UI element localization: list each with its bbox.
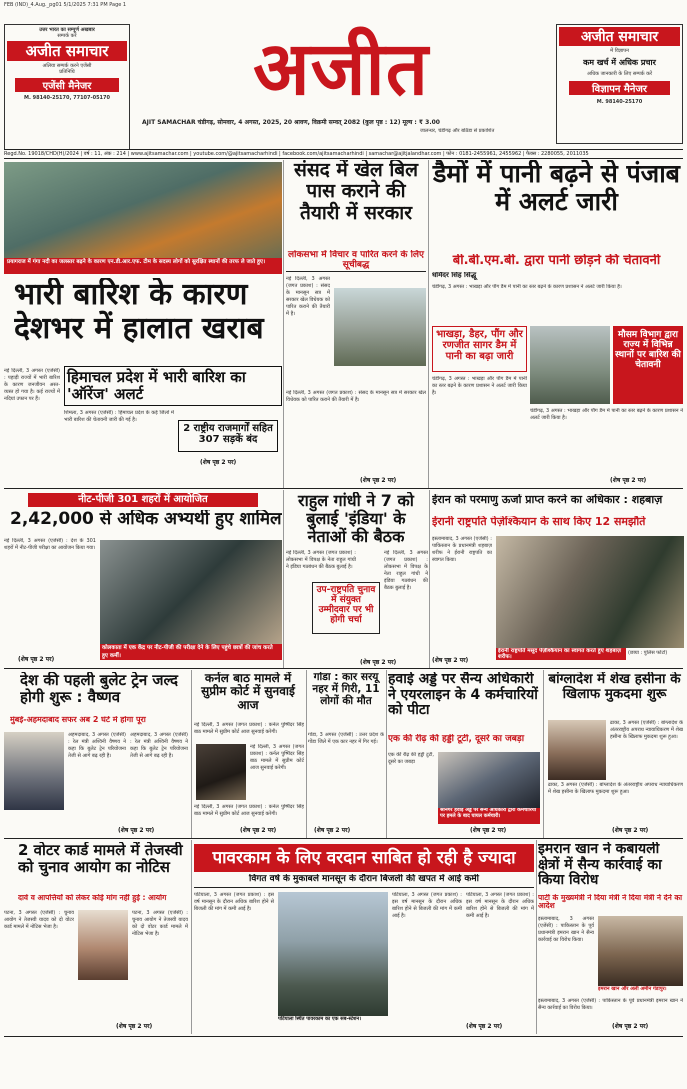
- powercom-deck: विगत वर्ष के मुकाबले मानसून के दौरान बिजली की खपत में आई कमी: [194, 874, 534, 888]
- neet-photo: [100, 540, 282, 644]
- left-ad-brand: अजीत समाचार: [7, 41, 127, 61]
- flood-headline: भारी बारिश के कारण देशभर में हालात खराब: [14, 278, 264, 346]
- dams-body: चंडीगढ़, 3 अगस्त : भाखड़ा और पौंग डैम में पानी का स्तर बढ़ने के कारण प्रशासन ने अलर्ट जारी किया है।: [432, 284, 622, 290]
- right-ad-line2: कम खर्च में अधिक प्रचार: [583, 58, 656, 67]
- right-ad-box: [556, 24, 683, 144]
- left-ad-box: [4, 24, 130, 150]
- flood-subheadline: हिमाचल प्रदेश में भारी बारिश का 'ऑरेंज' अलर्ट: [64, 366, 282, 406]
- bullet-headline: देश की पहली बुलेट ट्रेन जल्द होगी शुरू : वैष्णव: [20, 672, 178, 706]
- powercom-body-3: पटियाला, 3 अगस्त (जगत प्रकाश) : इस वर्ष मानसून के दौरान अधिक बारिश होने से बिजली की मांग में कमी आई है।: [466, 892, 534, 919]
- dams-byline: धर्मिंदर सिंह सिद्धू: [432, 272, 477, 279]
- left-ad-line2: सम्पर्क करें: [57, 33, 77, 39]
- parliament-continue: (शेष पृष्ठ 2 पर): [360, 477, 397, 484]
- registration-bar: Regd.No. 19018/CHD(H)/2024 | वर्ष : 11, अंक : 214 | www.ajitsamachar.com | youtube.com/@ajitsamacharhindi | facebook.com/ajitsamacharhindi | samachar@ajitjalandhar.com | फोन : 0181-2455961, 2455962 | फैक्स : 2280055, 2011035: [4, 149, 683, 159]
- neet-caption: कोलकाता में एक केंद्र पर नीट-पीजी की परीक्षा देने के लिए पहुंचे छात्रों की जांच करते हुए कर्मी।: [100, 644, 282, 660]
- neet-bar: नीट-पीजी 301 शहरों में आयोजित: [28, 493, 258, 507]
- powercom-body: पटियाला, 3 अगस्त (जगत प्रकाश) : इस वर्ष मानसून के दौरान अधिक बारिश होने से बिजली की मांग में कमी आई है।: [194, 892, 274, 912]
- left-ad-line3: अलिया सम्पर्क करने एजेंसी: [42, 63, 92, 69]
- powercom-caption: पटियाला स्थित पावरकाम का एक सब-स्टेशन।: [278, 1016, 362, 1022]
- flood-subbody: शिमला, 3 अगस्त (एजेंसी) : हिमाचल प्रदेश के कई जिलों में भारी बारिश की चेतावनी जारी की गई है।: [64, 410, 174, 423]
- flood-body: नई दिल्ली, 3 अगस्त (एजेंसी) : पहाड़ी राज्यों में भारी बारिश के कारण जनजीवन अस्त-व्यस्त हो गया है। कई राज्यों में नदियां उफान पर हैं।: [4, 368, 60, 402]
- airport-photo: [438, 752, 540, 808]
- gonda-headline: गोंडा : कार सरयू नहर में गिरी, 11 लोगों की मौत: [312, 672, 380, 707]
- imran-photo: [598, 916, 683, 986]
- karnal-body-2: नई दिल्ली, 3 अगस्त (जगत प्रकाश) : कर्नल पुष्पिंदर सिंह बाठ मामले में सुप्रीम कोर्ट आज सुनवाई करेगी।: [250, 744, 304, 771]
- rahul-continue: (शेष पृष्ठ 2 पर): [360, 659, 397, 666]
- rahul-body-2: नई दिल्ली, 3 अगस्त (जगत प्रकाश) : लोकसभा में विपक्ष के नेता राहुल गांधी ने इंडिया गठबंधन की बैठक बुलाई है।: [384, 550, 428, 591]
- imran-caption: इमरान खान और अली अमीन गंडापुर।: [598, 986, 667, 992]
- iran-deck: ईरानी राष्ट्रपति पेज़ेश्कियान के साथ किए 12 समझौते: [432, 516, 646, 528]
- dams-body-3: चंडीगढ़, 3 अगस्त : भाखड़ा और पौंग डैम में पानी का स्तर बढ़ने के कारण प्रशासन ने अलर्ट जारी किया है।: [530, 408, 683, 421]
- tejashwi-body-2: पटना, 3 अगस्त (एजेंसी) : चुनाव आयोग ने तेजस्वी यादव को दो वोटर कार्ड मामले में नोटिस भेजा है।: [132, 910, 188, 937]
- iran-headline: ईरान को परमाणु ऊर्जा प्राप्त करने का अधिकार : शहबाज़: [432, 494, 663, 506]
- right-ad-brand: अजीत समाचार: [559, 27, 680, 46]
- neet-continue: (शेष पृष्ठ 2 पर): [18, 656, 55, 663]
- tejashwi-continue: (शेष पृष्ठ 2 पर): [116, 1023, 153, 1030]
- bullet-body-2: अहमदाबाद, 3 अगस्त (एजेंसी) : रेल मंत्री अश्विनी वैष्णव ने कहा कि बुलेट ट्रेन परियोजना तेजी से आगे बढ़ रही है।: [130, 732, 188, 759]
- rahul-headline: राहुल गांधी ने 7 को बुलाई 'इंडिया' के नेताओं की बैठक: [298, 492, 414, 546]
- imran-headline: इमरान खान ने कबायली क्षेत्रों में सैन्य कार्रवाई का किया विरोध: [538, 842, 662, 889]
- karnal-body-3: नई दिल्ली, 3 अगस्त (जगत प्रकाश) : कर्नल पुष्पिंदर सिंह बाठ मामले में सुप्रीम कोर्ट आज सुनवाई करेगी।: [194, 804, 304, 817]
- tejashwi-deck: दावे व आपत्तियों को लेकर कोई मांग नहीं हुई : आयोग: [18, 894, 167, 902]
- dams-box-left: भाखड़ा, डैहर, पौंग और रणजीत सागर डैम में पानी का बढ़ा जारी: [432, 326, 527, 372]
- iran-body: इस्लामाबाद, 3 अगस्त (एजेंसी) : पाकिस्तान के प्रधानमंत्री शहबाज़ शरीफ ने ईरानी राष्ट्रपति का स्वागत किया।: [432, 536, 492, 563]
- dams-headline: डैमों में पानी बढ़ने से पंजाब में अलर्ट जारी: [433, 160, 680, 216]
- dams-box-right: मौसम विभाग द्वारा राज्य में विभिन्न स्थानों पर बारिश की चेतावनी: [613, 326, 683, 404]
- edition-subline: जालन्धर, चंडीगढ़ और बठिंडा से प्रकाशित: [420, 128, 495, 134]
- tejashwi-photo: [78, 910, 128, 980]
- dams-body-2: चंडीगढ़, 3 अगस्त : भाखड़ा और पौंग डैम में पानी का स्तर बढ़ने के कारण प्रशासन ने अलर्ट जारी किया है।: [432, 376, 527, 396]
- neet-body: नई दिल्ली, 3 अगस्त (एजेंसी) : देश के 301 शहरों में नीट-पीजी परीक्षा का आयोजन किया गया।: [4, 538, 96, 551]
- right-ad-line1: में विज्ञापन: [610, 48, 629, 54]
- left-ad-line1: उत्तर भारत का सम्पूर्ण अखबार: [39, 27, 95, 33]
- right-ad-phone: M. 98140-25170: [596, 99, 643, 105]
- edition-line: AJIT SAMACHAR चंडीगढ़, सोमवार, 4 अगस्त, 2025, 20 श्रावण, विक्रमी सम्वत् 2082 (कुल पृष्ठ : 12) मूल्य : ₹ 3.00: [142, 119, 440, 126]
- bangladesh-body-2: ढाका, 3 अगस्त (एजेंसी) : बांग्लादेश के अंतरराष्ट्रीय अपराध न्यायाधिकरण में शेख हसीना के खिलाफ मुकदमा शुरू हुआ।: [548, 782, 683, 795]
- left-ad-tag: एजेंसी मैनेजर: [15, 78, 119, 92]
- right-ad-tag: विज्ञापन मैनेजर: [569, 81, 670, 95]
- rahul-body: नई दिल्ली, 3 अगस्त (जगत प्रकाश) : लोकसभा में विपक्ष के नेता राहुल गांधी ने इंडिया गठबंधन की बैठक बुलाई है।: [286, 550, 356, 570]
- gavel-photo: [196, 744, 246, 800]
- imran-body: इस्लामाबाद, 3 अगस्त (एजेंसी) : पाकिस्तान के पूर्व प्रधानमंत्री इमरान खान ने सैन्य कार्रवाई का विरोध किया।: [538, 916, 594, 943]
- dams-deck: बी.बी.एम.बी. द्वारा पानी छोड़ने की चेतावनी: [452, 254, 661, 268]
- flood-continue: (शेष पृष्ठ 2 पर): [200, 459, 237, 466]
- powercom-body-2: पटियाला, 3 अगस्त (जगत प्रकाश) : इस वर्ष मानसून के दौरान अधिक बारिश होने से बिजली की मांग में कमी आई है।: [392, 892, 462, 919]
- airport-headline: हवाई अड्डे पर सैन्य अधिकारी ने एयरलाइन के 4 कर्मचारियों को पीटा: [388, 672, 538, 719]
- imran-deck: पार्टी के मुख्यमंत्री ने दिया मंत्री ने दिया मंत्री ने देने का आदेश: [538, 894, 683, 911]
- airport-continue: (शेष पृष्ठ 2 पर): [470, 827, 507, 834]
- tejashwi-body: पटना, 3 अगस्त (एजेंसी) : चुनाव आयोग ने तेजस्वी यादव को दो वोटर कार्ड मामले में नोटिस भेजा है।: [4, 910, 74, 930]
- airport-sub: एक की रीढ़ की हड्डी टूटी, दूसरे का जबड़ा: [388, 734, 525, 744]
- parliament-headline: संसद में खेल बिल पास कराने की तैयारी में सरकार: [293, 160, 419, 224]
- iran-caption: ईरानी राष्ट्रपति मसूद पेज़ेश्कियान का स्वागत करते हुए शहबाज़ शरीफ।: [496, 648, 626, 660]
- parliament-body-2: नई दिल्ली, 3 अगस्त (जगत प्रकाश) : संसद के मानसून सत्र में सरकार खेल विधेयक को पारित कराने की तैयारी में है।: [286, 390, 426, 403]
- powercom-headline: पावरकाम के लिए वरदान साबित हो रही है ज्यादा: [194, 844, 534, 872]
- bullet-body: अहमदाबाद, 3 अगस्त (एजेंसी) : रेल मंत्री अश्विनी वैष्णव ने कहा कि बुलेट ट्रेन परियोजना तेजी से आगे बढ़ रही है।: [68, 732, 126, 759]
- flood-caption: प्रयागराज में गंगा नदी का जलस्तर बढ़ने के कारण एन.डी.आर.एफ. टीम के सदस्य लोगों को सुरक्षित स्थानों की तरफ ले जाते हुए।: [4, 258, 282, 274]
- karnal-headline: कर्नल बाठ मामले में सुप्रीम कोर्ट में सुनवाई आज: [201, 672, 295, 712]
- karnal-body: नई दिल्ली, 3 अगस्त (जगत प्रकाश) : कर्नल पुष्पिंदर सिंह बाठ मामले में सुप्रीम कोर्ट आज सुनवाई करेगी।: [194, 722, 304, 735]
- rahul-subheadline: उप-राष्ट्रपति चुनाव में संयुक्त उम्मीदवार पर भी होगी चर्चा: [312, 582, 380, 634]
- flood-boxed: 2 राष्ट्रीय राजमार्गों सहित 307 सड़कें बंद: [178, 420, 278, 452]
- gonda-continue: (शेष पृष्ठ 2 पर): [314, 827, 351, 834]
- iran-credit: (छाया : पुलिस फोटो): [628, 650, 668, 656]
- powercom-continue: (शेष पृष्ठ 2 पर): [466, 1023, 503, 1030]
- vaishnaw-photo: [4, 732, 64, 810]
- left-ad-line4: प्रतिनिधि: [59, 69, 75, 75]
- airport-body: एक की रीढ़ की हड्डी टूटी, दूसरे का जबड़ा: [388, 752, 434, 765]
- scan-header: FEB (IND)_4.Aug._pg01 5/1/2025 7:31 PM Page 1: [4, 2, 127, 8]
- karnal-continue: (शेष पृष्ठ 2 पर): [240, 827, 277, 834]
- hasina-photo: [548, 720, 606, 780]
- neet-headline: 2,42,000 से अधिक अभ्यर्थी हुए शामिल: [10, 510, 282, 529]
- masthead-title: अजीत: [253, 26, 429, 112]
- powercom-photo: [278, 892, 388, 1016]
- imran-body-2: इस्लामाबाद, 3 अगस्त (एजेंसी) : पाकिस्तान के पूर्व प्रधानमंत्री इमरान खान ने सैन्य कार्रवाई का विरोध किया।: [538, 998, 683, 1011]
- airport-caption: श्रीनगर हवाई अड्डे पर सैन्य अधिकारी द्वारा कर्मचारियों पर हमले के बाद घायल कर्मचारी।: [438, 808, 540, 824]
- right-ad-line3: अधिक जानकारी के लिए सम्पर्क करें: [586, 71, 653, 77]
- iran-photo: [496, 536, 684, 648]
- flood-photo: [4, 162, 282, 258]
- bullet-deck: मुंबई-अहमदाबाद सफर अब 2 घंटे में होगा पूरा: [10, 716, 146, 724]
- bangladesh-continue: (शेष पृष्ठ 2 पर): [612, 827, 649, 834]
- parliament-body: नई दिल्ली, 3 अगस्त (जगत प्रकाश) : संसद के मानसून सत्र में सरकार खेल विधेयक को पारित कराने की तैयारी में है।: [286, 276, 330, 317]
- imran-continue: (शेष पृष्ठ 2 पर): [612, 1023, 649, 1030]
- tejashwi-headline: 2 वोटर कार्ड मामले में तेजस्वी को चुनाव आयोग का नोटिस: [18, 842, 183, 876]
- dams-continue: (शेष पृष्ठ 2 पर): [610, 477, 647, 484]
- gonda-body: गोंडा, 3 अगस्त (एजेंसी) : उत्तर प्रदेश के गोंडा जिले में एक कार नहर में गिर गई।: [308, 732, 384, 745]
- parliament-photo: [334, 288, 426, 366]
- bangladesh-headline: बांग्लादेश में शेख हसीना के खिलाफ मुकदमा शुरू: [548, 672, 681, 703]
- iran-continue: (शेष पृष्ठ 2 पर): [432, 657, 469, 664]
- dam-photo: [530, 326, 610, 404]
- parliament-deck: लोकसभा में विचार व पारित करने के लिए सूचीबद्ध: [286, 250, 426, 272]
- bullet-continue: (शेष पृष्ठ 2 पर): [118, 827, 155, 834]
- left-ad-phone: M. 98140-25170, 77107-05170: [24, 95, 110, 101]
- bangladesh-body: ढाका, 3 अगस्त (एजेंसी) : बांग्लादेश के अंतरराष्ट्रीय अपराध न्यायाधिकरण में शेख हसीना के खिलाफ मुकदमा शुरू हुआ।: [610, 720, 683, 740]
